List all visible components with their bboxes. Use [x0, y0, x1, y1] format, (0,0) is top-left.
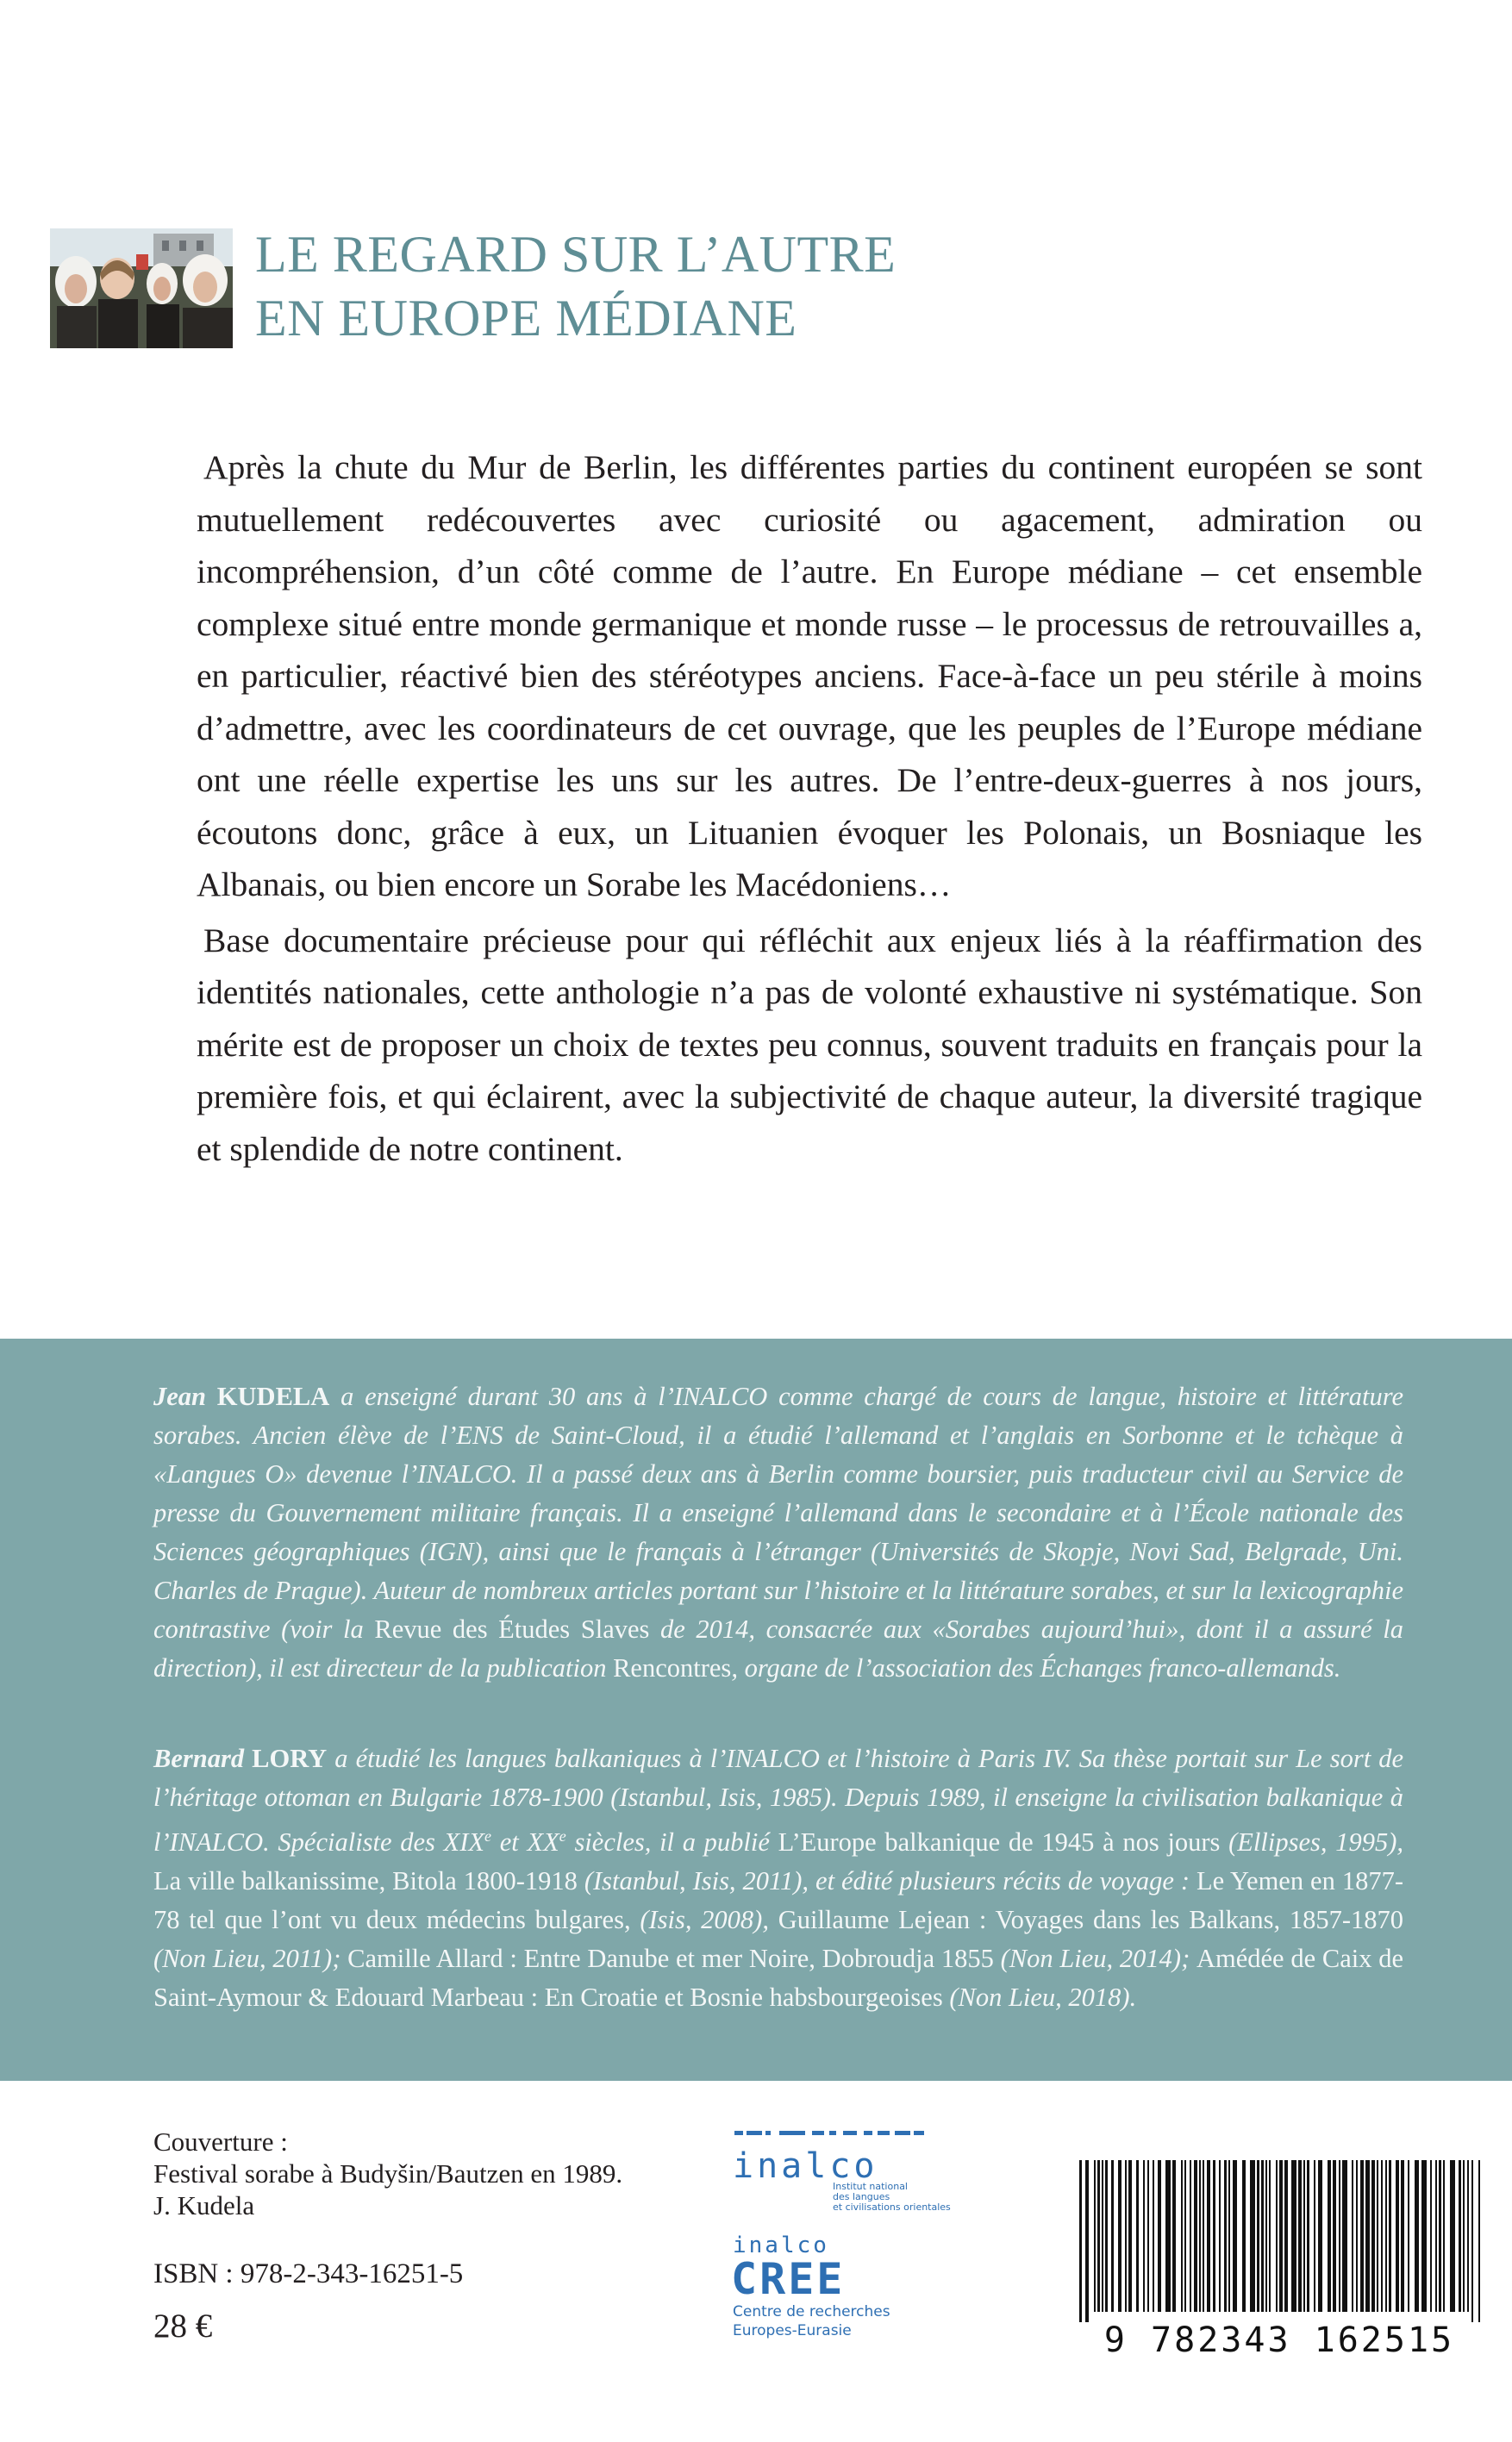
- author-last-name: KUDELA: [216, 1382, 330, 1411]
- barcode-bar: [1158, 2160, 1161, 2312]
- barcode-bar: [1396, 2160, 1399, 2312]
- barcode-bar: [1314, 2160, 1315, 2312]
- isbn: ISBN : 978-2-343-16251-5: [153, 2258, 464, 2289]
- barcode-bar: [1459, 2160, 1461, 2312]
- barcode-bar: [1385, 2160, 1387, 2312]
- barcode-bar: [1261, 2160, 1264, 2312]
- barcode-bar: [1143, 2160, 1145, 2312]
- cree-logo: [729, 2230, 953, 2368]
- bio-superscript: e: [484, 1827, 492, 1845]
- barcode-bar: [1435, 2160, 1437, 2312]
- barcode-bar: [1097, 2160, 1100, 2312]
- barcode-bar: [1153, 2160, 1154, 2312]
- barcode-bar: [1224, 2160, 1227, 2312]
- barcode-bar: [1079, 2160, 1082, 2322]
- cree-logo-main: CREE: [731, 2254, 846, 2304]
- bio-superscript: e: [559, 1827, 566, 1845]
- bio-text: (Istanbul, Isis, 2011), et édité plusieurs récits de voyage :: [577, 1866, 1197, 1896]
- bio-title: Guillaume Lejean : Voyages dans les Balkans, 1857-1870: [778, 1905, 1404, 1935]
- barcode-bar: [1111, 2160, 1114, 2312]
- bio-text: (Non Lieu, 2011);: [153, 1944, 348, 1974]
- summary-paragraph-1: [197, 441, 1422, 911]
- inalco-logo-sub-1: Institut national: [833, 2181, 908, 2192]
- inalco-logo-sub-2: des langues: [833, 2191, 890, 2202]
- barcode-bar: [1471, 2160, 1473, 2322]
- bio-text: et XX: [491, 1827, 559, 1858]
- bio-title: Rencontres: [613, 1653, 732, 1683]
- barcode-bar: [1207, 2160, 1210, 2312]
- bio-text: de 2014, consacrée aux «Sorabes aujourd’hui», dont il a assuré la direction), il est directeur de la publication: [153, 1614, 1403, 1683]
- summary-p1-text: Après la chute du Mur de Berlin, les différentes parties du continent européen se sont mutuellement redécouvertes avec curiosité ou agacement, admiration ou incompréhension, d’un côté comme de l’autre. En Europe médiane – cet ensemble complexe situé entre monde germanique et monde russe – le processus de retrouvailles a, en particulier, réactivé bien des stéréotypes anciens. Face-à-face un peu stérile à moins d’admettre, avec les coordinateurs de cet ouvrage, que les peuples de l’Europe médiane ont une réelle expertise les uns sur les autres. De l’entre-deux-guerres à nos jours, écoutons donc, grâce à eux, un Lituanien évoquer les Polonais, un Bosniaque les Albanais, ou bien encore un Sorabe les Macédoniens…: [197, 448, 1422, 903]
- cover-credit-line-1: Festival sorabe à Budyšin/Bautzen en 1989.: [153, 2158, 623, 2189]
- barcode-bar: [1128, 2160, 1132, 2312]
- barcode-bar: [1439, 2160, 1441, 2312]
- bio-text: (Istanbul, Isis, 1985). Depuis 1989, il enseigne la civilisation balkanique à l’INALCO. Spécialiste des XIX: [153, 1783, 1403, 1858]
- barcode-bar: [1136, 2160, 1139, 2312]
- author-last-name: LORY: [252, 1744, 328, 1773]
- cover-credit: [153, 2126, 622, 2221]
- summary-p2-text: Base documentaire précieuse pour qui réfléchit aux enjeux liés à la réaffirmation des identités nationales, cette anthologie n’a pas de volonté exhaustive ni systématique. Son mérite est de proposer un choix de textes peu connus, souvent traduits en français pour la première fois, et qui éclairent, avec la subjectivité de chaque auteur, la diversité tragique et splendide de notre continent.: [197, 921, 1422, 1168]
- barcode-bar: [1219, 2160, 1221, 2312]
- bio-title: Camille Allard : Entre Danube et mer Noire, Dobroudja 1855: [347, 1944, 994, 1974]
- barcode-bar: [1203, 2160, 1204, 2312]
- barcode-bar: [1401, 2160, 1404, 2312]
- bio-title: Le sort de l’héritage ottoman en Bulgarie 1878-1900: [153, 1744, 1404, 1812]
- inalco-logo-graphic: [729, 2127, 953, 2217]
- barcode-bar: [1228, 2160, 1230, 2312]
- barcode-bar: [1430, 2160, 1432, 2312]
- barcode-bar: [1318, 2160, 1322, 2312]
- barcode-bars: [1072, 2160, 1486, 2322]
- bio-text: a étudié les langues balkaniques à l’INALCO et l’histoire à Paris IV. Sa thèse portait sur: [327, 1744, 1296, 1773]
- barcode-bar: [1365, 2160, 1370, 2312]
- barcode-bar: [1328, 2160, 1331, 2312]
- barcode-bar: [1094, 2160, 1096, 2312]
- barcode-bar: [1242, 2160, 1246, 2312]
- inalco-logo-sub-3: et civilisations orientales: [833, 2202, 951, 2213]
- barcode-bar: [1478, 2160, 1480, 2322]
- bio-title: L’Europe balkanique de 1945 à nos jours: [778, 1827, 1221, 1858]
- inalco-logo: [729, 2127, 953, 2217]
- summary-paragraph-2: [197, 915, 1422, 1176]
- barcode-bar: [1408, 2160, 1409, 2312]
- barcode-bar: [1190, 2160, 1191, 2312]
- barcode-bar: [1265, 2160, 1267, 2312]
- barcode-bar: [1181, 2160, 1183, 2312]
- author-bio-kudela: [153, 1377, 1403, 1688]
- barcode-bar: [1339, 2160, 1340, 2312]
- cree-logo-sub-2: Europes-Eurasie: [733, 2322, 852, 2339]
- barcode-bar: [1381, 2160, 1383, 2312]
- book-title: [255, 222, 896, 350]
- barcode-bar: [1421, 2160, 1427, 2312]
- bio-title: Revue des Études Slaves: [374, 1614, 650, 1644]
- barcode-bar: [1333, 2160, 1336, 2312]
- barcode-bar: [1085, 2160, 1089, 2322]
- barcode-bar: [1172, 2160, 1176, 2312]
- barcode-bar: [1342, 2160, 1347, 2312]
- cover-photo: [50, 228, 233, 348]
- barcode-bar: [1371, 2160, 1375, 2312]
- author-first-name: Jean: [153, 1382, 206, 1411]
- bio-title: Amédée de Caix de Saint-Aymour & Edouard Marbeau : En Croatie et Bosnie habsbourgeoises: [153, 1944, 1403, 2013]
- book-title-line-2: EN EUROPE MÉDIANE: [255, 290, 797, 347]
- barcode-bar: [1291, 2160, 1296, 2312]
- barcode-bar: [1276, 2160, 1278, 2312]
- festival-photo-illustration: [50, 228, 233, 348]
- cover-credit-label: Couverture :: [153, 2127, 288, 2157]
- price: 28 €: [153, 2308, 213, 2345]
- inalco-logo-wordmark: inalco: [733, 2146, 878, 2186]
- bio-text: (Isis, 2008),: [630, 1905, 778, 1935]
- barcode-bar: [1298, 2160, 1302, 2312]
- barcode-bar: [1194, 2160, 1197, 2312]
- bio-text: (Non Lieu, 2014);: [993, 1944, 1196, 1974]
- barcode-bar: [1303, 2160, 1305, 2312]
- barcode-bar: [1269, 2160, 1271, 2312]
- bio-text: (Non Lieu, 2018).: [942, 1983, 1137, 2013]
- barcode-bar: [1360, 2160, 1364, 2312]
- barcode-bar: [1102, 2160, 1103, 2312]
- barcode-number: 9 782343 162515: [1103, 2320, 1455, 2360]
- author-bio-lory: [153, 1739, 1403, 2017]
- barcode-bar: [1125, 2160, 1127, 2312]
- barcode-bar: [1233, 2160, 1237, 2312]
- barcode-bar: [1213, 2160, 1215, 2312]
- bio-title: Le Yemen en 1877-78 tel que l’ont vu deux médecins bulgares,: [153, 1866, 1403, 1935]
- barcode-bar: [1284, 2160, 1288, 2312]
- barcode-bar: [1467, 2160, 1469, 2312]
- book-summary: [197, 441, 1422, 1175]
- barcode-bar: [1377, 2160, 1378, 2312]
- barcode-bar: [1184, 2160, 1186, 2312]
- barcode-bar: [1105, 2160, 1108, 2312]
- cree-logo-top: inalco: [733, 2233, 829, 2258]
- barcode-bar: [1147, 2160, 1149, 2312]
- barcode-bar: [1257, 2160, 1259, 2312]
- bio-text: , organe de l’association des Échanges franco-allemands.: [731, 1653, 1341, 1683]
- bio-text: siècles, il a publié: [565, 1827, 778, 1858]
- barcode-bar: [1279, 2160, 1283, 2312]
- barcode-bar: [1450, 2160, 1455, 2312]
- barcode-bar: [1389, 2160, 1391, 2312]
- barcode-bar: [1356, 2160, 1358, 2312]
- bio-text: a enseigné durant 30 ans à l’INALCO comme chargé de cours de langue, histoire et littérature sorabes. Ancien élève de l’ENS de Saint-Cloud, il a étudié l’allemand et l’anglais en Sorbonne et le tchèque à «Langues O» devenue l’INALCO. Il a passé deux ans à Berlin comme boursier, puis traducteur civil au Service de presse du Gouvernement militaire français. Il a enseigné l’allemand dans le secondaire et à l’École nationale des Sciences géographiques (IGN), ainsi que le français à l’étranger (Universités de Skopje, Novi Sad, Belgrade, Uni. Charles de Prague). Auteur de nombreux articles portant sur l’histoire et la littérature sorabes, et sur la lexicographie contrastive (voir la: [153, 1382, 1403, 1644]
- barcode-bar: [1463, 2160, 1465, 2312]
- barcode-bar: [1118, 2160, 1122, 2312]
- barcode-bar: [1165, 2160, 1171, 2312]
- cree-logo-sub-1: Centre de recherches: [733, 2303, 890, 2320]
- barcode-bar: [1352, 2160, 1353, 2312]
- barcode-bar: [1443, 2160, 1445, 2312]
- bio-title: La ville balkanissime, Bitola 1800-1918: [153, 1866, 578, 1896]
- barcode-bar: [1250, 2160, 1255, 2312]
- bio-text: (Ellipses, 1995),: [1220, 1827, 1403, 1858]
- barcode-bar: [1415, 2160, 1419, 2312]
- cover-credit-line-2: J. Kudela: [153, 2190, 255, 2220]
- barcode-bar: [1307, 2160, 1309, 2312]
- author-first-name: Bernard: [153, 1744, 245, 1773]
- barcode-bar: [1199, 2160, 1201, 2312]
- book-title-line-1: LE REGARD SUR L’AUTRE: [255, 226, 897, 283]
- cree-logo-graphic: [729, 2230, 953, 2368]
